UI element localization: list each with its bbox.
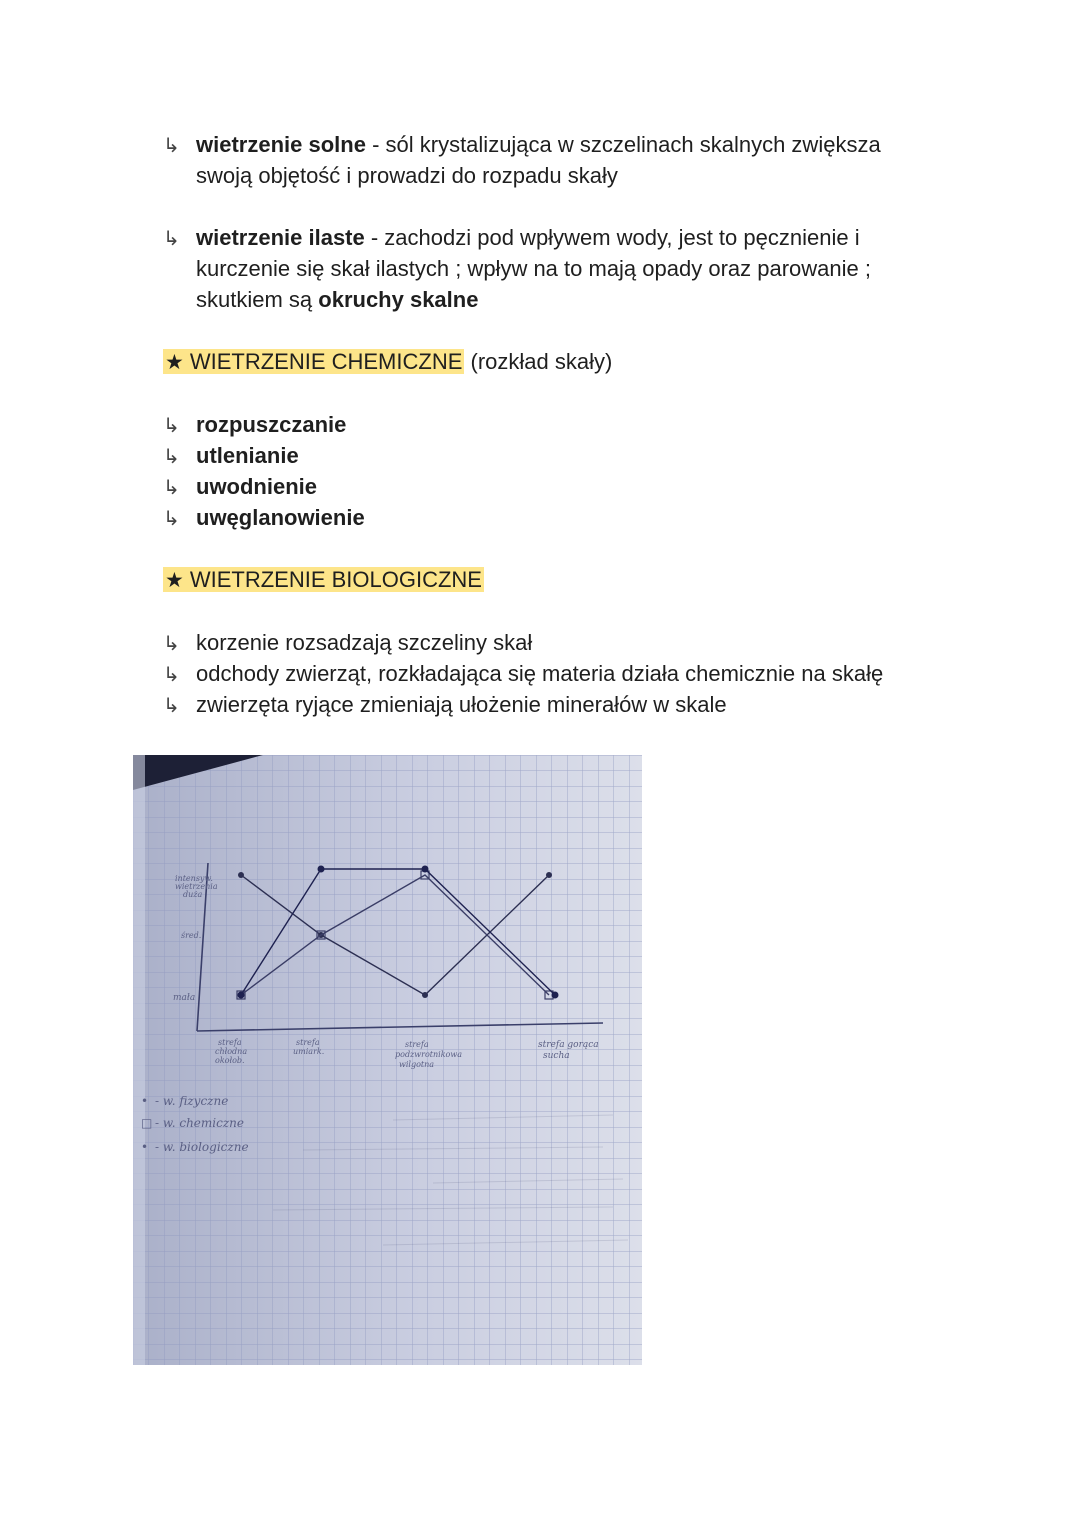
star-icon: ★ (165, 568, 184, 592)
arrow-icon: ↳ (163, 662, 180, 686)
legend-marker-chemical: □ (141, 1116, 153, 1130)
notebook-photo (133, 755, 642, 1365)
list-item: odchody zwierząt, rozkładająca się materia działa chemicznie na skałę (196, 661, 884, 686)
heading-biological (163, 564, 484, 596)
arrow-icon: ↳ (163, 475, 180, 499)
notebook-chart (133, 755, 642, 1365)
arrow-icon: ↳ (163, 506, 180, 530)
legend-label-chemical: - w. chemiczne (155, 1116, 244, 1130)
arrow-icon: ↳ (163, 413, 180, 437)
svg-text:wilgotna: wilgotna (399, 1060, 435, 1069)
heading-chemical-highlight: ★ WIETRZENIE CHEMICZNE (165, 349, 463, 374)
legend-marker-biological: • (141, 1140, 149, 1154)
svg-text:strefa: strefa (218, 1038, 242, 1047)
heading-biological-highlight: ★ WIETRZENIE BIOLOGICZNE (165, 567, 482, 592)
series-1-point-4 (546, 872, 552, 878)
item-salt-line2: swoją objętość i prowadzi do rozpadu skały (196, 163, 618, 188)
arrow-icon: ↳ (163, 631, 180, 655)
svg-text:chłodna: chłodna (215, 1047, 248, 1056)
list-item: zwierzęta ryjące zmieniają ułożenie minerałów w skale (196, 692, 727, 717)
svg-text:strefa: strefa (405, 1040, 429, 1049)
list-item: rozpuszczanie (196, 412, 347, 437)
list-item: utlenianie (196, 443, 299, 468)
legend-label-biological: - w. biologiczne (155, 1140, 249, 1154)
arrow-icon: ↳ (163, 133, 180, 157)
svg-text:strefa gorąca: strefa gorąca (538, 1040, 599, 1050)
x-label-2 (293, 1038, 324, 1056)
legend-marker-physical: • (141, 1094, 149, 1108)
y-tick-low: mała (173, 993, 196, 1003)
svg-text:okołob.: okołob. (215, 1056, 245, 1065)
svg-text:podzwrotnikowa: podzwrotnikowa (395, 1050, 462, 1059)
series-3-point-2 (318, 866, 325, 873)
item-clay-line1: wietrzenie ilaste - zachodzi pod wpływem wody, jest to pęcznienie i (196, 225, 860, 250)
svg-text:sucha: sucha (543, 1051, 570, 1061)
list-item: korzenie rozsadzają szczeliny skał (196, 630, 533, 655)
series-1-point-1 (238, 872, 244, 878)
arrow-icon: ↳ (163, 226, 180, 250)
item-clay-line3: skutkiem są okruchy skalne (196, 287, 479, 312)
list-item: uwodnienie (196, 474, 317, 499)
series-3-point-3 (422, 866, 429, 873)
y-tick-high: duża (183, 890, 203, 899)
series-1-point-3 (422, 992, 428, 998)
item-clay-line2: kurczenie się skał ilastych ; wpływ na to mają opady oraz parowanie ; (196, 256, 871, 281)
svg-text:umiark.: umiark. (293, 1047, 325, 1056)
y-tick-mid: śred. (181, 931, 202, 940)
y-axis-title-1: intensyw. (175, 874, 213, 883)
arrow-icon: ↳ (163, 444, 180, 468)
list-item: uwęglanowienie (196, 505, 365, 530)
arrow-icon: ↳ (163, 693, 180, 717)
y-axis-title-2: wietrzenia (175, 882, 218, 891)
heading-chemical: ★ WIETRZENIE CHEMICZNE (rozkład skały) (165, 349, 613, 374)
legend-label-physical: - w. fizyczne (155, 1094, 229, 1108)
item-salt-line1: wietrzenie solne - sól krystalizująca w szczelinach skalnych zwiększa (196, 132, 881, 157)
series-3-point-4 (552, 992, 559, 999)
svg-text:strefa: strefa (296, 1038, 320, 1047)
star-icon: ★ (165, 350, 184, 374)
term-salt: wietrzenie solne (196, 132, 366, 157)
series-3-point-1 (238, 992, 245, 999)
term-clay: wietrzenie ilaste (196, 225, 365, 250)
